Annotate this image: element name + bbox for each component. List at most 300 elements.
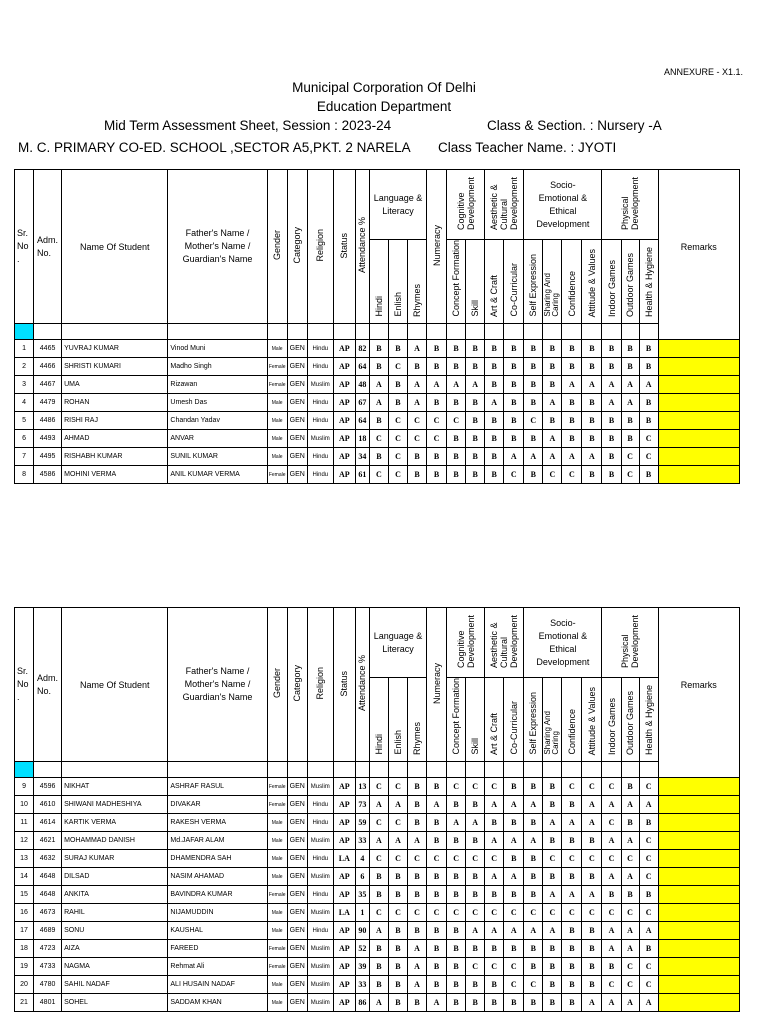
remarks-cell[interactable] — [658, 958, 739, 976]
grade-cell: C — [639, 850, 658, 868]
grade-cell: B — [562, 358, 582, 376]
grade-cell: A — [582, 376, 602, 394]
status-cell: AP — [333, 430, 355, 448]
grade-cell: A — [369, 922, 388, 940]
grade-cell: C — [602, 850, 621, 868]
grade-cell: B — [427, 448, 447, 466]
health-header: Health & Hygiene — [639, 240, 658, 324]
sr-cell: 18 — [15, 940, 34, 958]
grade-cell: B — [407, 886, 426, 904]
grade-cell: B — [407, 466, 426, 484]
adm-cell: 4632 — [34, 850, 62, 868]
parent-name-cell: NASIM AHAMAD — [168, 868, 267, 886]
grade-cell: A — [369, 832, 388, 850]
grade-cell: A — [543, 886, 562, 904]
grade-cell: C — [562, 904, 582, 922]
attitude-header: Attitude & Values — [582, 678, 602, 762]
remarks-cell[interactable] — [658, 976, 739, 994]
student-name-cell: SAHIL NADAF — [62, 976, 168, 994]
indoor-header: Indoor Games — [602, 678, 621, 762]
art-header: Art & Craft — [485, 678, 504, 762]
grade-cell: C — [621, 466, 639, 484]
remarks-cell[interactable] — [658, 340, 739, 358]
confidence-header: Confidence — [562, 678, 582, 762]
grade-cell: B — [407, 448, 426, 466]
grade-cell: A — [388, 832, 407, 850]
student-name-cell: RISHABH KUMAR — [62, 448, 168, 466]
grade-cell: B — [562, 940, 582, 958]
adm-cell: 4621 — [34, 832, 62, 850]
selected-cell[interactable] — [15, 762, 34, 778]
grade-cell: A — [621, 868, 639, 886]
grade-cell: A — [621, 796, 639, 814]
sr-cell: 12 — [15, 832, 34, 850]
grade-cell: A — [582, 886, 602, 904]
grade-cell: B — [524, 958, 543, 976]
grade-cell: B — [447, 394, 466, 412]
sr-cell: 7 — [15, 448, 34, 466]
grade-cell: B — [543, 958, 562, 976]
table-row — [15, 976, 740, 994]
grade-cell: C — [447, 412, 466, 430]
grade-cell: B — [582, 466, 602, 484]
grade-cell: B — [485, 448, 504, 466]
language-group-header: Language & Literacy — [369, 170, 426, 240]
socio-group-header: Socio- Emotional & Ethical Development — [524, 170, 602, 240]
grade-cell: A — [407, 394, 426, 412]
grade-cell: B — [427, 466, 447, 484]
concept-header: Concept Formation — [447, 678, 466, 762]
grade-cell: C — [639, 778, 658, 796]
religion-cell: Muslim — [307, 958, 333, 976]
class-section: Class & Section. : Nursery -A — [487, 118, 662, 133]
grade-cell: B — [639, 394, 658, 412]
grade-cell: A — [543, 922, 562, 940]
adm-cell: 4610 — [34, 796, 62, 814]
religion-cell: Muslim — [307, 976, 333, 994]
adm-cell: 4780 — [34, 976, 62, 994]
parent-name-cell: Md.JAFAR ALAM — [168, 832, 267, 850]
grade-cell: B — [524, 940, 543, 958]
adm-cell: 4486 — [34, 412, 62, 430]
selfexpression-header: Self Expression — [524, 240, 543, 324]
cocurricular-header: Co-Curricular — [504, 678, 524, 762]
parent-name-cell: SADDAM KHAN — [168, 994, 267, 1012]
category-cell: GEN — [287, 796, 307, 814]
grade-cell: A — [621, 922, 639, 940]
grade-cell: B — [485, 412, 504, 430]
sr-cell: 2 — [15, 358, 34, 376]
student-name-cell: NIKHAT — [62, 778, 168, 796]
remarks-header: Remarks — [658, 608, 739, 778]
grade-cell: B — [524, 850, 543, 868]
grade-cell: B — [388, 340, 407, 358]
category-header: Category — [287, 170, 307, 324]
gender-cell: Male — [267, 448, 287, 466]
remarks-cell[interactable] — [658, 904, 739, 922]
remarks-cell[interactable] — [658, 832, 739, 850]
religion-header: Religion — [307, 608, 333, 762]
grade-cell: A — [407, 340, 426, 358]
attendance-cell: 6 — [355, 868, 369, 886]
sr-header: Sr. No . — [15, 608, 34, 762]
status-cell: AP — [333, 358, 355, 376]
grade-cell: B — [504, 814, 524, 832]
grade-cell: B — [369, 448, 388, 466]
category-cell: GEN — [287, 886, 307, 904]
grade-cell: B — [543, 832, 562, 850]
grade-cell: B — [447, 340, 466, 358]
religion-cell: Muslim — [307, 778, 333, 796]
status-cell: AP — [333, 448, 355, 466]
grade-cell: A — [602, 376, 621, 394]
grade-cell: B — [466, 358, 485, 376]
grade-cell: B — [466, 796, 485, 814]
grade-cell: B — [466, 940, 485, 958]
grade-cell: B — [524, 994, 543, 1012]
grade-cell: A — [602, 796, 621, 814]
parent-name-cell: Rizawan — [168, 376, 267, 394]
grade-cell: B — [543, 376, 562, 394]
grade-cell: C — [639, 832, 658, 850]
category-cell: GEN — [287, 412, 307, 430]
skill-header: Skill — [466, 240, 485, 324]
remarks-cell[interactable] — [658, 814, 739, 832]
grade-cell: B — [639, 412, 658, 430]
table-row — [15, 886, 740, 904]
status-cell: AP — [333, 814, 355, 832]
sr-cell: 13 — [15, 850, 34, 868]
art-header: Art & Craft — [485, 240, 504, 324]
grade-cell: B — [485, 886, 504, 904]
attendance-cell: 61 — [355, 466, 369, 484]
religion-cell: Hindu — [307, 886, 333, 904]
table-row — [15, 778, 740, 796]
adm-cell: 4673 — [34, 904, 62, 922]
grade-cell: B — [447, 832, 466, 850]
grade-cell: B — [504, 994, 524, 1012]
parent-name-cell: KAUSHAL — [168, 922, 267, 940]
grade-cell: B — [582, 832, 602, 850]
religion-cell: Hindu — [307, 358, 333, 376]
gender-cell: Male — [267, 904, 287, 922]
grade-cell: C — [369, 466, 388, 484]
grade-cell: A — [562, 376, 582, 394]
grade-cell: A — [639, 796, 658, 814]
attendance-cell: 13 — [355, 778, 369, 796]
adm-cell: 4495 — [34, 448, 62, 466]
grade-cell: B — [427, 958, 447, 976]
grade-cell: A — [485, 868, 504, 886]
table-row — [15, 796, 740, 814]
grade-cell: B — [388, 376, 407, 394]
grade-cell: C — [504, 904, 524, 922]
grade-cell: B — [602, 430, 621, 448]
adm-cell: 4648 — [34, 886, 62, 904]
grade-cell: A — [543, 430, 562, 448]
grade-cell: A — [621, 994, 639, 1012]
grade-cell: B — [602, 412, 621, 430]
grade-cell: B — [582, 940, 602, 958]
remarks-cell[interactable] — [658, 850, 739, 868]
student-name-cell: AIZA — [62, 940, 168, 958]
parent-name-cell: DHAMENDRA SAH — [168, 850, 267, 868]
remarks-cell[interactable] — [658, 940, 739, 958]
religion-cell: Muslim — [307, 832, 333, 850]
grade-cell: C — [504, 976, 524, 994]
remarks-cell[interactable] — [658, 922, 739, 940]
grade-cell: C — [427, 412, 447, 430]
grade-cell: B — [466, 994, 485, 1012]
adm-header: Adm. No. — [34, 170, 62, 324]
adm-cell: 4723 — [34, 940, 62, 958]
remarks-cell[interactable] — [658, 376, 739, 394]
gender-cell: Female — [267, 466, 287, 484]
religion-cell: Muslim — [307, 940, 333, 958]
grade-cell: A — [504, 796, 524, 814]
grade-cell: A — [524, 922, 543, 940]
category-cell: GEN — [287, 466, 307, 484]
attendance-cell: 82 — [355, 340, 369, 358]
grade-cell: B — [524, 358, 543, 376]
parent-name-cell: ALI HUSAIN NADAF — [168, 976, 267, 994]
grade-cell: A — [485, 796, 504, 814]
numeracy-header: Numeracy — [427, 608, 447, 762]
attendance-cell: 64 — [355, 358, 369, 376]
grade-cell: B — [427, 922, 447, 940]
gender-cell: Female — [267, 958, 287, 976]
grade-cell: C — [543, 466, 562, 484]
grade-cell: B — [562, 412, 582, 430]
grade-cell: B — [466, 976, 485, 994]
parent-name-cell: Vinod Muni — [168, 340, 267, 358]
sr-cell: 10 — [15, 796, 34, 814]
parent-name-cell: Madho Singh — [168, 358, 267, 376]
table-row — [15, 412, 740, 430]
grade-cell: B — [621, 430, 639, 448]
student-name-cell: RISHI RAJ — [62, 412, 168, 430]
sr-cell: 21 — [15, 994, 34, 1012]
adm-cell: 4689 — [34, 922, 62, 940]
grade-cell: C — [524, 904, 543, 922]
grade-cell: B — [369, 868, 388, 886]
sr-cell: 11 — [15, 814, 34, 832]
religion-cell: Muslim — [307, 904, 333, 922]
grade-cell: B — [562, 958, 582, 976]
attendance-cell: 33 — [355, 976, 369, 994]
attendance-cell: 4 — [355, 850, 369, 868]
sr-cell: 19 — [15, 958, 34, 976]
grade-cell: B — [427, 832, 447, 850]
student-name-cell: NAGMA — [62, 958, 168, 976]
grade-cell: B — [466, 394, 485, 412]
student-name-cell: KARTIK VERMA — [62, 814, 168, 832]
grade-cell: B — [447, 868, 466, 886]
grade-cell: C — [639, 868, 658, 886]
grade-cell: B — [427, 976, 447, 994]
grade-cell: C — [543, 904, 562, 922]
grade-cell: B — [427, 940, 447, 958]
grade-cell: C — [602, 778, 621, 796]
grade-cell: B — [407, 994, 426, 1012]
table-row — [15, 358, 740, 376]
remarks-cell[interactable] — [658, 796, 739, 814]
adm-cell: 4801 — [34, 994, 62, 1012]
adm-header: Adm. No. — [34, 608, 62, 762]
remarks-cell[interactable] — [658, 868, 739, 886]
grade-cell: A — [407, 958, 426, 976]
grade-cell: B — [543, 796, 562, 814]
status-cell: AP — [333, 886, 355, 904]
grade-cell: A — [602, 994, 621, 1012]
grade-cell: B — [407, 778, 426, 796]
selected-cell[interactable] — [15, 324, 34, 340]
grade-cell: B — [485, 340, 504, 358]
remarks-cell[interactable] — [658, 994, 739, 1012]
adm-cell: 4586 — [34, 466, 62, 484]
category-cell: GEN — [287, 340, 307, 358]
grade-cell: B — [407, 796, 426, 814]
attendance-cell: 52 — [355, 940, 369, 958]
remarks-cell[interactable] — [658, 886, 739, 904]
grade-cell: B — [427, 340, 447, 358]
grade-cell: B — [504, 394, 524, 412]
grade-cell: B — [466, 832, 485, 850]
grade-cell: A — [407, 832, 426, 850]
grade-cell: B — [543, 778, 562, 796]
gender-cell: Male — [267, 814, 287, 832]
student-name-cell: ANKITA — [62, 886, 168, 904]
remarks-cell[interactable] — [658, 412, 739, 430]
grade-cell: B — [562, 976, 582, 994]
religion-cell: Muslim — [307, 994, 333, 1012]
grade-cell: B — [543, 994, 562, 1012]
grade-cell: C — [639, 976, 658, 994]
grade-cell: B — [447, 448, 466, 466]
remarks-cell[interactable] — [658, 394, 739, 412]
grade-cell: C — [388, 412, 407, 430]
table-row — [15, 394, 740, 412]
grade-cell: C — [388, 448, 407, 466]
grade-cell: B — [562, 340, 582, 358]
annexure-label: ANNEXURE - X1.1. — [664, 67, 744, 77]
adm-cell: 4493 — [34, 430, 62, 448]
grade-cell: B — [466, 412, 485, 430]
remarks-cell[interactable] — [658, 430, 739, 448]
grade-cell: B — [447, 994, 466, 1012]
grade-cell: C — [466, 850, 485, 868]
grade-cell: B — [562, 796, 582, 814]
english-header: Enlish — [388, 240, 407, 324]
status-cell: AP — [333, 340, 355, 358]
table-row — [15, 868, 740, 886]
gender-cell: Male — [267, 340, 287, 358]
remarks-cell[interactable] — [658, 358, 739, 376]
cognitive-group-header: Cognitive Development — [447, 608, 485, 678]
grade-cell: C — [504, 958, 524, 976]
table-row — [15, 340, 740, 358]
student-name-cell: YUVRAJ KUMAR — [62, 340, 168, 358]
grade-cell: B — [407, 814, 426, 832]
parent-name-cell: DIVAKAR — [168, 796, 267, 814]
assessment-table-1 — [14, 169, 740, 484]
grade-cell: B — [639, 466, 658, 484]
category-cell: GEN — [287, 814, 307, 832]
attendance-cell: 35 — [355, 886, 369, 904]
grade-cell: B — [621, 340, 639, 358]
grade-cell: C — [466, 904, 485, 922]
grade-cell: C — [639, 430, 658, 448]
grade-cell: B — [485, 814, 504, 832]
grade-cell: C — [582, 850, 602, 868]
grade-cell: B — [562, 832, 582, 850]
remarks-cell[interactable] — [658, 448, 739, 466]
attendance-cell: 67 — [355, 394, 369, 412]
grade-cell: B — [427, 394, 447, 412]
grade-cell: C — [388, 430, 407, 448]
hindi-header: Hindi — [369, 678, 388, 762]
grade-cell: B — [543, 940, 562, 958]
grade-cell: A — [369, 796, 388, 814]
sr-cell: 16 — [15, 904, 34, 922]
grade-cell: B — [524, 340, 543, 358]
grade-cell: B — [524, 886, 543, 904]
grade-cell: B — [427, 886, 447, 904]
remarks-cell[interactable] — [658, 466, 739, 484]
grade-cell: C — [388, 466, 407, 484]
grade-cell: B — [621, 778, 639, 796]
grade-cell: A — [524, 796, 543, 814]
table-row — [15, 466, 740, 484]
sr-cell: 15 — [15, 886, 34, 904]
grade-cell: C — [369, 430, 388, 448]
grade-cell: B — [369, 886, 388, 904]
student-name-cell: AHMAD — [62, 430, 168, 448]
numeracy-header: Numeracy — [427, 170, 447, 324]
grade-cell: B — [369, 940, 388, 958]
rhymes-header: Rhymes — [407, 678, 426, 762]
remarks-cell[interactable] — [658, 778, 739, 796]
gender-cell: Male — [267, 430, 287, 448]
grade-cell: B — [427, 868, 447, 886]
grade-cell: C — [427, 430, 447, 448]
grade-cell: A — [621, 376, 639, 394]
grade-cell: B — [582, 976, 602, 994]
gender-cell: Female — [267, 376, 287, 394]
grade-cell: B — [466, 340, 485, 358]
grade-cell: A — [504, 922, 524, 940]
grade-cell: B — [621, 358, 639, 376]
grade-cell: C — [447, 904, 466, 922]
grade-cell: A — [562, 448, 582, 466]
grade-cell: B — [562, 994, 582, 1012]
table-row — [15, 940, 740, 958]
sr-cell: 4 — [15, 394, 34, 412]
religion-cell: Hindu — [307, 922, 333, 940]
grade-cell: C — [639, 448, 658, 466]
grade-cell: C — [407, 412, 426, 430]
grade-cell: A — [485, 832, 504, 850]
grade-cell: B — [485, 466, 504, 484]
school-name: M. C. PRIMARY CO-ED. SCHOOL ,SECTOR A5,PKT. 2 NARELA — [18, 140, 411, 155]
parent-name-cell: ANIL KUMAR VERMA — [168, 466, 267, 484]
gender-header: Gender — [267, 170, 287, 324]
parent-name-cell: ANVAR — [168, 430, 267, 448]
grade-cell: B — [407, 358, 426, 376]
grade-cell: B — [524, 814, 543, 832]
selfexpression-header: Self Expression — [524, 678, 543, 762]
status-header: Status — [333, 608, 355, 762]
